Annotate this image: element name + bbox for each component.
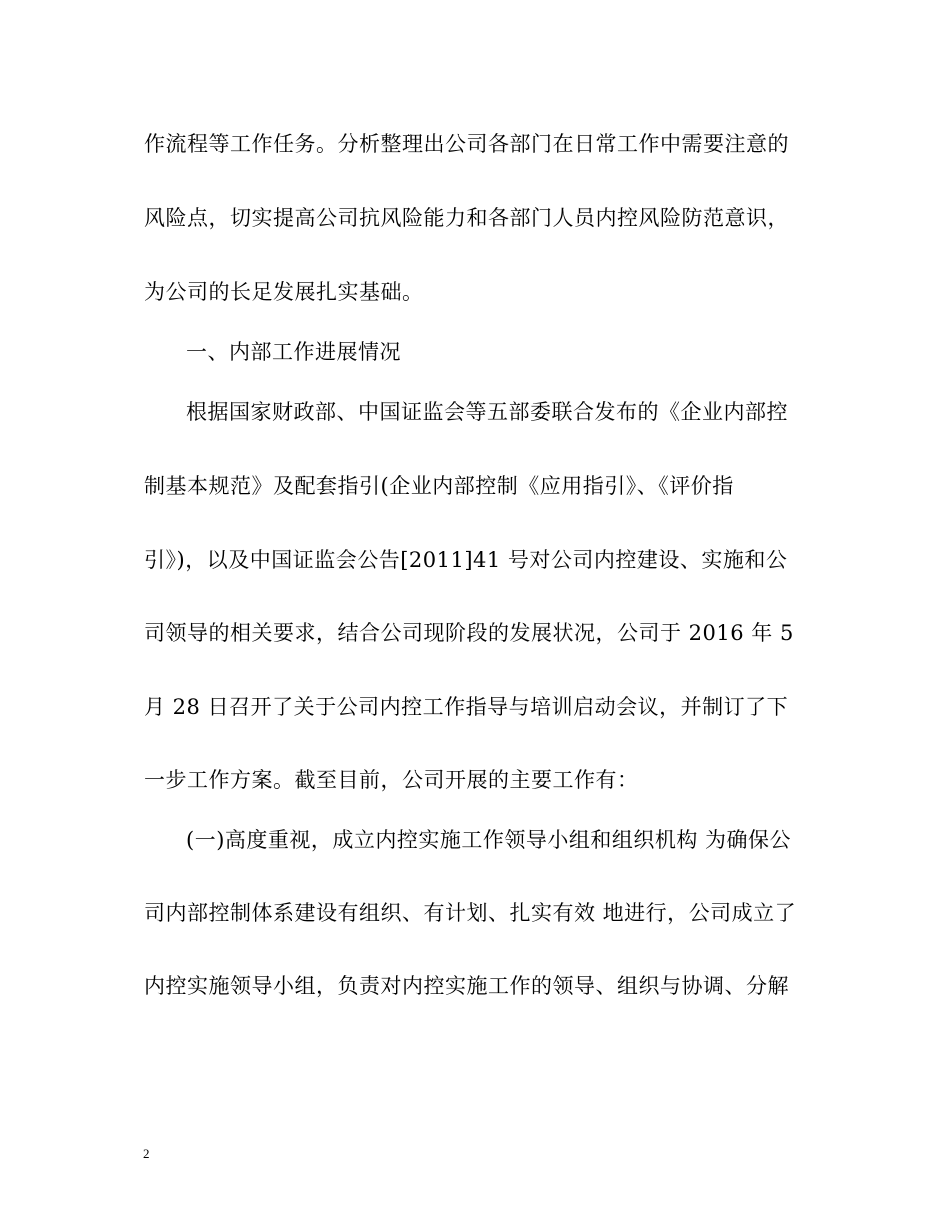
section-heading: 一、内部工作进展情况	[186, 340, 401, 364]
body-text-line: 司内部控制体系建设有组织、有计划、扎实有效 地进行，公司成立了	[144, 901, 797, 925]
body-text-line: 作流程等工作任务。分析整理出公司各部门在日常工作中需要注意的	[144, 132, 789, 156]
body-text-line: 引》)，以及中国证监会公告[2011]41 号对公司内控建设、实施和公	[144, 548, 788, 572]
body-text-line: 风险点，切实提高公司抗风险能力和各部门人员内控风险防范意识，	[144, 206, 789, 230]
body-text-line: 司领导的相关要求，结合公司现阶段的发展状况，公司于 2016 年 5	[144, 621, 794, 645]
body-text-line: 内控实施领导小组，负责对内控实施工作的领导、组织与协调、分解	[144, 974, 789, 998]
body-text-line: 制基本规范》及配套指引(企业内部控制《应用指引》、《评价指	[144, 474, 734, 498]
body-text-line: 为公司的长足发展扎实基础。	[144, 280, 424, 304]
body-text-line: 一步工作方案。截至目前，公司开展的主要工作有：	[144, 768, 639, 792]
subsection-heading: (一)高度重视，成立内控实施工作领导小组和组织机构 为确保公	[186, 828, 792, 852]
body-text-line: 根据国家财政部、中国证监会等五部委联合发布的《企业内部控	[186, 400, 788, 424]
body-text-line: 月 28 日召开了关于公司内控工作指导与培训启动会议，并制订了下	[144, 695, 789, 719]
page-number: 2	[143, 1146, 150, 1161]
